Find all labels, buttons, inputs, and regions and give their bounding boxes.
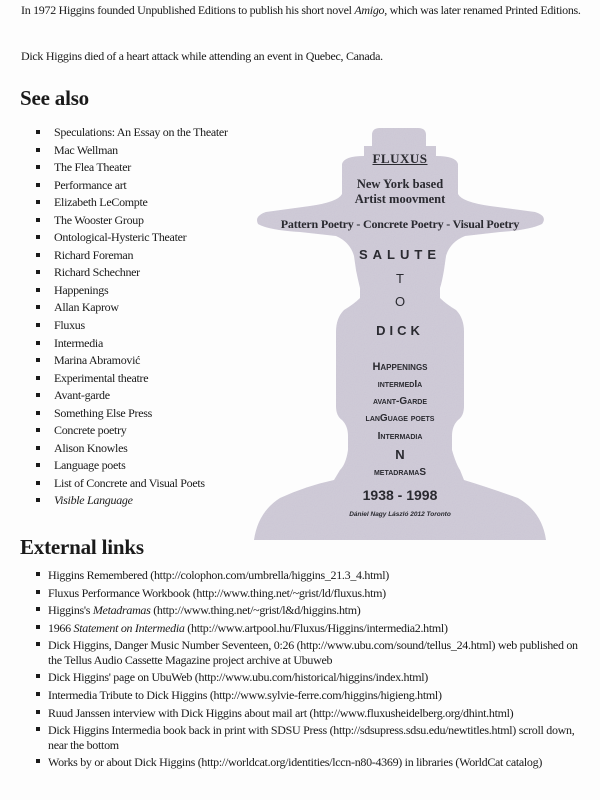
see-also-item bbox=[54, 405, 228, 423]
poster-metadramas: metadramaS bbox=[373, 467, 427, 478]
external-link-item[interactable] bbox=[48, 670, 578, 685]
external-link-text-pre[interactable]: Fluxus Performance Workbook (http://www.thing.net/~grist/ld/fluxus.htm) bbox=[48, 585, 386, 600]
external-link-item[interactable] bbox=[48, 568, 578, 583]
see-also-link[interactable]: Alison Knowles bbox=[54, 440, 128, 455]
external-links-list bbox=[48, 568, 578, 773]
see-also-item bbox=[54, 194, 228, 212]
external-link-text-pre[interactable]: Higgins's bbox=[48, 603, 93, 618]
amigo-title: Amigo bbox=[354, 3, 385, 17]
bullet-icon bbox=[36, 498, 40, 502]
external-link-text-pre[interactable]: Dick Higgins, Danger Music Number Seventeen, 0:26 (http://www.ubu.com/sound/tellus_24.html) web published on the Tellus Audio Cassette Magazine project archive at Ubuweb bbox=[48, 638, 578, 667]
bullet-icon bbox=[36, 590, 40, 594]
see-also-link[interactable]: Visible Language bbox=[54, 493, 133, 508]
bullet-icon bbox=[36, 446, 40, 450]
bullet-icon bbox=[36, 270, 40, 274]
see-also-list bbox=[54, 124, 228, 510]
see-also-item bbox=[54, 177, 228, 195]
poster-poetry-line: Pattern Poetry - Concrete Poetry - Visual Poetry bbox=[280, 217, 520, 231]
poster-o: O bbox=[394, 294, 406, 309]
bullet-icon bbox=[36, 607, 40, 611]
external-link-text-post[interactable]: (http://www.artpool.hu/Fluxus/Higgins/intermedia2.html) bbox=[184, 620, 448, 635]
see-also-item bbox=[54, 159, 228, 177]
bullet-icon bbox=[36, 428, 40, 432]
see-also-link[interactable]: Fluxus bbox=[54, 318, 85, 333]
external-link-item[interactable] bbox=[48, 706, 578, 721]
see-also-link[interactable]: Speculations: An Essay on the Theater bbox=[54, 125, 228, 139]
see-also-item bbox=[54, 457, 228, 475]
bullet-icon bbox=[36, 253, 40, 257]
see-also-item bbox=[54, 422, 228, 440]
external-link-text-pre[interactable]: Higgins Remembered (http://colophon.com/umbrella/higgins_21.3_4.html) bbox=[48, 568, 389, 582]
see-also-item bbox=[54, 370, 228, 388]
see-also-link[interactable]: Avant-garde bbox=[54, 388, 110, 403]
bullet-icon bbox=[36, 674, 40, 678]
bullet-icon bbox=[36, 481, 40, 485]
poster-artist-movement: Artist moovment bbox=[354, 192, 446, 206]
external-link-item[interactable] bbox=[48, 688, 578, 703]
poster-t: T bbox=[396, 271, 404, 286]
see-also-link[interactable]: Richard Foreman bbox=[54, 247, 134, 262]
see-also-item bbox=[54, 124, 228, 142]
external-link-item[interactable] bbox=[48, 603, 578, 618]
see-also-item bbox=[54, 229, 228, 247]
poster-ny-based: New York based bbox=[356, 177, 444, 191]
poster-dick: DICK bbox=[376, 323, 424, 338]
see-also-link[interactable]: Mac Wellman bbox=[54, 142, 118, 157]
see-also-heading: See also bbox=[20, 86, 89, 110]
bullet-icon bbox=[36, 710, 40, 714]
see-also-link[interactable]: The Flea Theater bbox=[54, 160, 131, 175]
see-also-link[interactable]: Experimental theatre bbox=[54, 370, 149, 385]
bullet-icon bbox=[36, 183, 40, 187]
bullet-icon bbox=[36, 358, 40, 362]
see-also-link[interactable]: Richard Schechner bbox=[54, 265, 140, 280]
see-also-link[interactable]: Concrete poetry bbox=[54, 423, 127, 438]
poster-fluxus: FLUXUS bbox=[372, 151, 428, 166]
bullet-icon bbox=[36, 463, 40, 467]
bullet-icon bbox=[36, 288, 40, 292]
see-also-item bbox=[54, 142, 228, 160]
see-also-item bbox=[54, 440, 228, 458]
see-also-item bbox=[54, 335, 228, 353]
bullet-icon bbox=[36, 759, 40, 763]
external-link-item[interactable] bbox=[48, 621, 578, 636]
external-link-item[interactable] bbox=[48, 755, 578, 770]
bullet-icon bbox=[36, 393, 40, 397]
see-also-link[interactable]: Intermedia bbox=[54, 335, 103, 350]
external-link-item[interactable] bbox=[48, 723, 578, 752]
bullet-icon bbox=[36, 341, 40, 345]
see-also-link[interactable]: Happenings bbox=[54, 282, 109, 297]
see-also-item bbox=[54, 492, 228, 510]
see-also-link[interactable]: Marina Abramović bbox=[54, 353, 141, 368]
poster-salute: SALUTE bbox=[359, 247, 441, 262]
see-also-item bbox=[54, 387, 228, 405]
bullet-icon bbox=[36, 642, 40, 646]
poster-years: 1938 - 1998 bbox=[362, 487, 438, 503]
bullet-icon bbox=[36, 323, 40, 327]
external-link-text-pre[interactable]: Ruud Janssen interview with Dick Higgins about mail art (http://www.fluxusheidelberg.org/dhint.html) bbox=[48, 705, 514, 720]
external-link-text-em[interactable]: Metadramas bbox=[92, 603, 151, 618]
bullet-icon bbox=[36, 305, 40, 309]
external-link-text-em[interactable]: Statement on Intermedia bbox=[73, 620, 185, 635]
poster-avant-garde: avant-Garde bbox=[372, 396, 427, 407]
see-also-item bbox=[54, 475, 228, 493]
see-also-link[interactable]: Language poets bbox=[54, 458, 126, 473]
see-also-item bbox=[54, 247, 228, 265]
see-also-item bbox=[54, 352, 228, 370]
external-link-text-pre[interactable]: 1966 bbox=[48, 620, 74, 635]
external-link-text-pre[interactable]: Works by or about Dick Higgins (http://worldcat.org/identities/lccn-n80-4369) in libraries (WorldCat catalog) bbox=[48, 755, 543, 770]
paragraph-death: Dick Higgins died of a heart attack while attending an event in Quebec, Canada. bbox=[21, 49, 383, 63]
bullet-icon bbox=[36, 411, 40, 415]
poster-credit: Dániel Nagy László 2012 Toronto bbox=[349, 511, 451, 518]
external-link-text-pre[interactable]: Dick Higgins Intermedia book back in print with SDSU Press (http://sdsupress.sdsu.edu/newtitles.html) scroll down, near the bottom bbox=[48, 723, 575, 752]
bullet-icon bbox=[36, 572, 40, 576]
see-also-link[interactable]: The Wooster Group bbox=[54, 212, 144, 227]
see-also-link[interactable]: Allan Kaprow bbox=[54, 300, 119, 315]
bullet-icon bbox=[36, 625, 40, 629]
see-also-link[interactable]: List of Concrete and Visual Poets bbox=[54, 475, 205, 490]
poster-intermadia: Intermadia bbox=[377, 431, 423, 442]
see-also-link[interactable]: Performance art bbox=[54, 177, 127, 192]
see-also-link[interactable]: Elizabeth LeCompte bbox=[54, 195, 148, 210]
poster-intermedia: intermedIa bbox=[377, 379, 423, 390]
external-link-item[interactable] bbox=[48, 586, 578, 601]
see-also-item bbox=[54, 264, 228, 282]
see-also-item bbox=[54, 212, 228, 230]
see-also-link[interactable]: Ontological-Hysteric Theater bbox=[54, 230, 187, 245]
bullet-icon bbox=[36, 235, 40, 239]
bullet-icon bbox=[36, 727, 40, 731]
bullet-icon bbox=[36, 200, 40, 204]
external-link-item[interactable] bbox=[48, 638, 578, 667]
fluxus-tribute-poster bbox=[250, 120, 550, 540]
external-link-text-pre[interactable]: Dick Higgins' page on UbuWeb (http://www.ubu.com/historical/higgins/index.html) bbox=[48, 670, 429, 685]
external-link-text-pre[interactable]: Intermedia Tribute to Dick Higgins (http://www.sylvie-ferre.com/higgins/higieng.html) bbox=[48, 688, 442, 703]
poster-n: N bbox=[395, 447, 405, 462]
see-also-item bbox=[54, 299, 228, 317]
poster-happenings: Happenings bbox=[372, 361, 428, 373]
see-also-link[interactable]: Something Else Press bbox=[54, 405, 152, 420]
see-also-item bbox=[54, 282, 228, 300]
bullet-icon bbox=[36, 165, 40, 169]
paragraph-unpublished-editions: In 1972 Higgins founded Unpublished Editions to publish his short novel Amigo, which was later renamed Printed Editions. bbox=[21, 3, 581, 17]
bullet-icon bbox=[36, 218, 40, 222]
poster-language-poets: lanGuage poets bbox=[365, 413, 435, 424]
external-link-text-post[interactable]: (http://www.thing.net/~grist/l&d/higgins.htm) bbox=[150, 603, 361, 618]
bullet-icon bbox=[36, 376, 40, 380]
external-links-heading: External links bbox=[20, 535, 144, 559]
bullet-icon bbox=[36, 692, 40, 696]
see-also-item bbox=[54, 317, 228, 335]
bullet-icon bbox=[36, 130, 40, 134]
bullet-icon bbox=[36, 148, 40, 152]
